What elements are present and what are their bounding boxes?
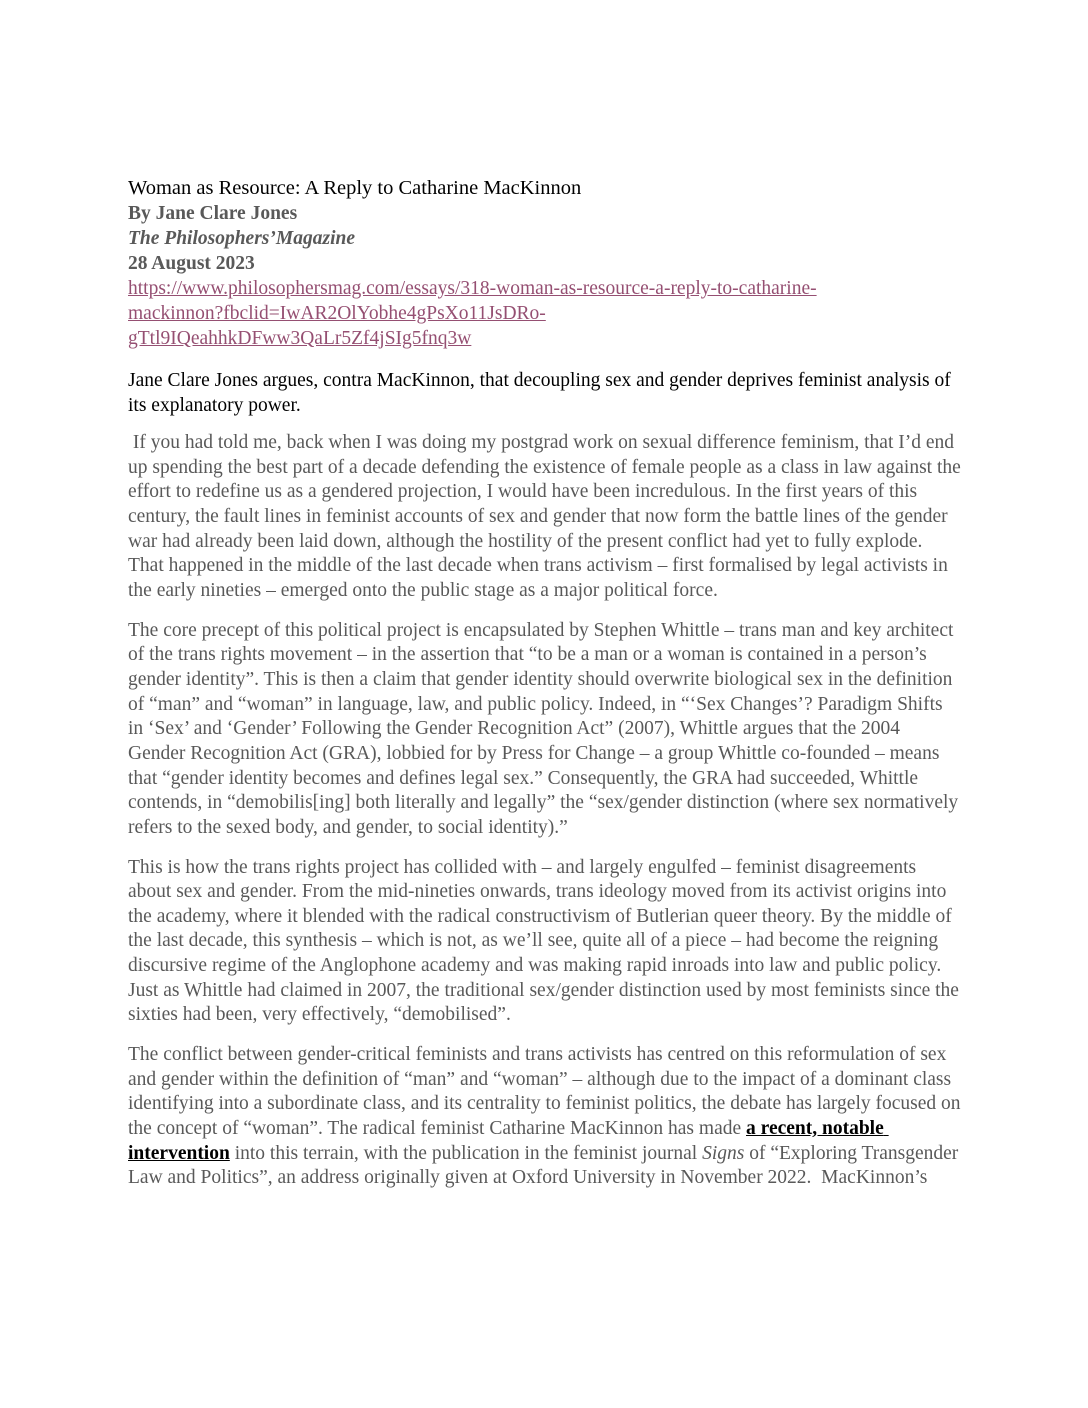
- paragraph-4-text-mid: into this terrain, with the publication in the feminist journal: [229, 1142, 703, 1164]
- standfirst: Jane Clare Jones argues, contra MacKinnon, that decoupling sex and gender deprives feminist analysis of its explanatory power.: [128, 370, 956, 416]
- paragraph-2: The core precept of this political project is encapsulated by Stephen Whittle – trans man and key architect of the trans rights movement – in the assertion that “to be a man or a woman is contained in a person’s gender identity”. This is then a claim that gender identity should overwrite biological sex in the definition of “man” and “woman” in language, law, and public policy. Indeed, in “‘Sex Changes’? Paradigm Shifts in ‘Sex’ and ‘Gender’ Following the Gender Recognition Act” (2007), Whittle argues that the 2004 Gender Recognition Act (GRA), lobbied for by Press for Change – a group Whittle co-founded – means that “gender identity becomes and defines legal sex.” Consequently, the GRA had succeeded, Whittle contends, in “demobilis[ing] both literally and legally” the “sex/gender distinction (where sex normatively refers to the sexed body, and gender, to social identity).”: [128, 619, 964, 838]
- article-url-line-3[interactable]: gTtl9IQeahhkDFww3QaLr5Zf4jSIg5fnq3w: [128, 328, 472, 349]
- intervention-link[interactable]: a recent, notable intervention: [128, 1118, 889, 1164]
- article-byline: By Jane Clare Jones: [128, 203, 298, 224]
- paragraph-4: [128, 1043, 966, 1191]
- journal-name-signs: Signs: [702, 1142, 745, 1164]
- article-header: [128, 176, 962, 351]
- article-url-link[interactable]: [128, 276, 962, 351]
- article-url-line-2[interactable]: mackinnon?fbclid=IwAR2OlYobhe4gPsXo11JsDRo-: [128, 303, 546, 324]
- article-date: 28 August 2023: [128, 253, 255, 274]
- paragraph-4-text-pre: The conflict between gender-critical feminists and trans activists has centred on this reformulation of sex and gender within the definition of “man” and “woman” – although due to the impact of a dominant class identifying into a subordinate class, and its centrality to feminist politics, the debate has largely focused on the concept of “woman”. The radical feminist Catharine MacKinnon has made: [128, 1044, 966, 1140]
- paragraph-1: If you had told me, back when I was doing my postgrad work on sexual difference feminism, that I’d end up spending the best part of a decade defending the existence of female people as a class in law against the effort to redefine us as a gendered projection, I would have been incredulous. In the first years of this century, the fault lines in feminist accounts of sex and gender that now form the battle lines of the gender war had already been laid down, although the hostility of the present conflict had yet to fully explode. That happened in the middle of the last decade when trans activism – first formalised by legal activists in the early nineties – emerged onto the public stage as a major political force.: [128, 432, 966, 601]
- publication-name: The Philosophers’Magazine: [128, 228, 355, 249]
- article-url-line-1[interactable]: https://www.philosophersmag.com/essays/318-woman-as-resource-a-reply-to-catharine-: [128, 278, 817, 299]
- article-title: Woman as Resource: A Reply to Catharine MacKinnon: [128, 177, 582, 199]
- paragraph-3: This is how the trans rights project has collided with – and largely engulfed – feminist disagreements about sex and gender. From the mid-nineties onwards, trans ideology moved from its activist origins into the academy, where it blended with the radical constructivism of Butlerian queer theory. By the middle of the last decade, this synthesis – which is not, as we’ll see, quite all of a piece – had become the reigning discursive regime of the Anglophone academy and was making rapid inroads into law and public policy. Just as Whittle had claimed in 2007, the traditional sex/gender distinction used by most feminists since the sixties had been, very effectively, “demobilised”.: [128, 856, 964, 1026]
- paragraph-4-text-post: of “Exploring Transgender Law and Politics”, an address originally given at Oxford University in November 2022. MacKinnon’s: [128, 1142, 964, 1189]
